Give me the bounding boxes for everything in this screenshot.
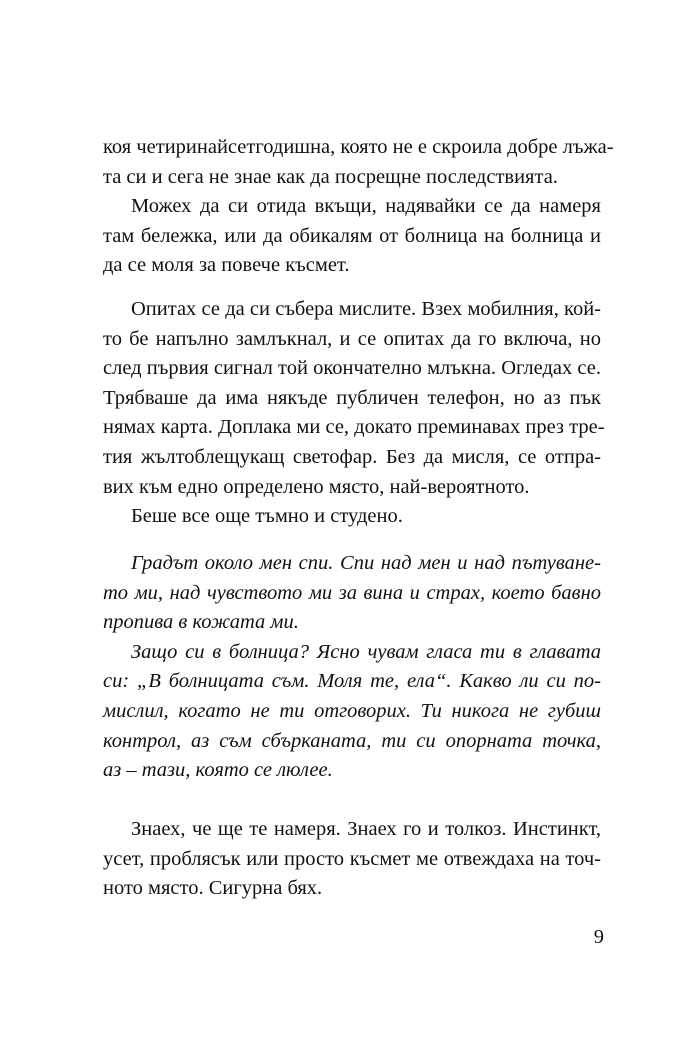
paragraph-group-2	[103, 295, 605, 532]
text-line: Опитах се да си събера мислите. Взех мобилния, кой-	[131, 298, 601, 320]
text-line: след първия сигнал той окончателно млъкна. Огледах се.	[103, 357, 601, 380]
text-line: Градът около мен спи. Спи над мен и над пътуване-	[131, 552, 601, 574]
italic-passage	[103, 549, 601, 786]
text-line: нямах карта. Доплака ми се, докато преминавах през тре-	[103, 416, 605, 439]
text-line: мислил, когато не ти отговорих. Ти никога не губиш	[103, 699, 601, 722]
text-line: аз – тази, която се люлее.	[103, 759, 333, 782]
text-line: тия жълтоблещукащ светофар. Без да мисля, се отпра-	[103, 445, 601, 468]
text-line: там бележка, или да обикалям от болница на болница и	[103, 224, 601, 247]
text-line: ното място. Сигурна бях.	[103, 877, 323, 900]
text-line: Трябваше да има някъде публичен телефон, но аз пък	[103, 386, 601, 409]
paragraph-group-4	[103, 815, 601, 904]
text-line: си: „В болницата съм. Моля те, ела“. Какво ли си по-	[103, 670, 601, 693]
page-number: 9	[593, 926, 604, 948]
text-line: да се моля за повече късмет.	[103, 254, 350, 277]
text-line: усет, проблясък или просто късмет ме отвеждаха на точ-	[103, 847, 601, 870]
text-line: Беше все още тъмно и студено.	[131, 505, 403, 528]
text-line: та си и сега не знае как да посрещне последствията.	[103, 165, 558, 188]
text-line: Можех да си отида вкъщи, надявайки се да намеря	[131, 195, 601, 218]
text-line: Защо си в болница? Ясно чувам гласа ти в главата	[131, 640, 601, 663]
text-line: вих към едно определено място, най-вероятното.	[103, 475, 530, 498]
paragraph-group-1	[103, 133, 614, 281]
text-line: то ми, над чувството ми за вина и страх, което бавно	[103, 581, 601, 604]
text-line: Знаех, че ще те намеря. Знаех го и толкоз. Инстинкт,	[131, 818, 601, 840]
text-line: контрол, аз съм сбърканата, ти си опорната точка,	[103, 729, 601, 752]
text-line: коя четиринайсетгодишна, която не е скроила добре лъжа-	[103, 136, 614, 158]
text-line: то бе напълно замлъкнал, и се опитах да го включа, но	[103, 327, 601, 350]
text-line: пропива в кожата ми.	[103, 611, 299, 634]
